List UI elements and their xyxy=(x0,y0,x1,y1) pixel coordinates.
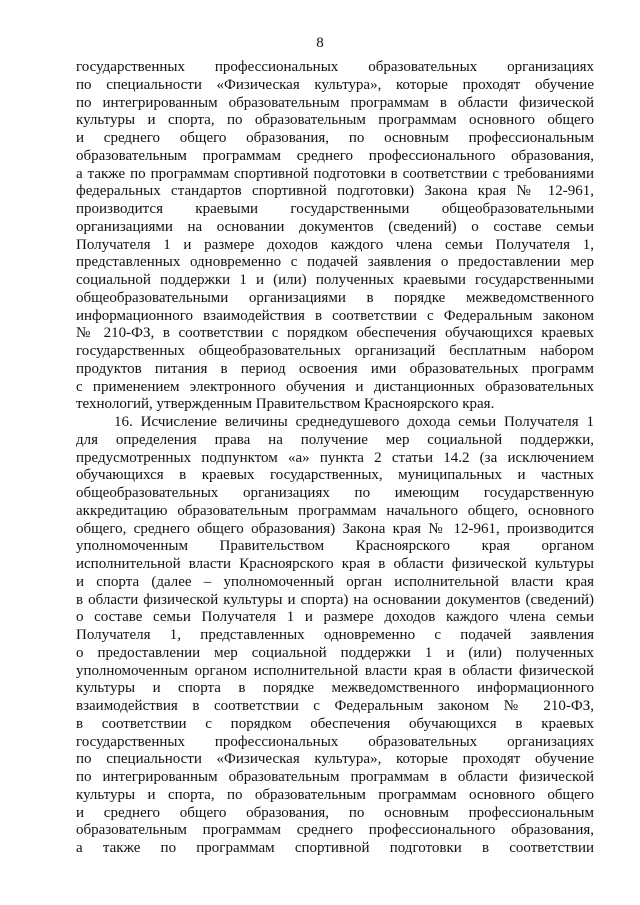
text-line: общеобразовательных организациях по имеющим государственную xyxy=(76,485,594,501)
text-line: по специальности «Физическая культура», которые проходят обучение xyxy=(76,751,594,768)
text-line: для определения права на получение мер социальной поддержки, xyxy=(76,431,594,448)
text-line: образовательным программам среднего профессионального образования, xyxy=(76,822,594,839)
text-line: по специальности «Физическая культура», которые проходят обучение xyxy=(76,76,594,93)
text-line: в области физической культуры и спорта) на основании документов (сведений) xyxy=(76,591,594,608)
text-line: а также по программам спортивной подготовки в соответствии xyxy=(76,840,594,856)
page-number: 8 xyxy=(316,35,324,51)
text-line: производится краевыми государственными общеобразовательными xyxy=(76,201,594,217)
text-line: № 210-ФЗ, в соответствии с порядком обеспечения обучающихся краевых xyxy=(76,325,594,342)
text-line: культуры и спорта, по образовательным программам основного общего xyxy=(76,112,594,129)
text-line: информационного взаимодействия в соответствии с Федеральным законом xyxy=(76,307,594,324)
text-line: федеральных стандартов спортивной подготовки) Закона края № 12-961, xyxy=(76,183,594,200)
text-line: образовательным программам среднего профессионального образования, xyxy=(76,147,594,164)
paragraph-first-line: 16. Исчисление величины среднедушевого дохода семьи Получателя 1 xyxy=(114,414,594,430)
text-line: предусмотренных подпунктом «а» пункта 2 статьи 14.2 (за исключением xyxy=(76,449,594,466)
text-line: аккредитацию образовательным программам начального общего, основного xyxy=(76,502,594,519)
text-line: организациями на основании документов (сведений) о составе семьи xyxy=(76,218,594,235)
text-line: культуры и спорта в порядке межведомственного информационного xyxy=(76,680,594,697)
text-line: и среднего общего образования, по основным профессиональным xyxy=(76,130,594,146)
text-line: уполномоченным Правительством Красноярского края органом xyxy=(76,538,594,555)
text-line: с применением электронного обучения и дистанционных образовательных xyxy=(76,378,594,395)
text-line: по интегрированным образовательным программам в области физической xyxy=(76,94,594,111)
document-body xyxy=(76,59,594,858)
text-line: и среднего общего образования, по основным профессиональным xyxy=(76,804,594,821)
text-line: технологий, утвержденным Правительством Красноярского края. xyxy=(76,396,495,413)
text-line: о предоставлении мер социальной поддержки 1 и (или) полученных xyxy=(76,644,594,661)
text-line: общего, среднего общего образования) Закона края № 12-961, производится xyxy=(76,520,594,537)
text-line: взаимодействия в соответствии с Федеральным законом № 210-ФЗ, xyxy=(76,698,594,714)
text-line: Получателя 1, представленных одновременно с подачей заявления xyxy=(76,627,594,643)
text-line: государственных профессиональных образовательных организациях xyxy=(76,59,594,75)
text-line: социальной поддержки 1 и (или) полученных краевыми государственными xyxy=(76,272,594,288)
text-line: обучающихся в краевых государственных, муниципальных и частных xyxy=(76,467,594,484)
text-line: культуры и спорта, по образовательным программам основного общего xyxy=(76,786,594,803)
text-line: а также по программам спортивной подготовки в соответствии с требованиями xyxy=(76,165,594,182)
text-line: в соответствии с порядком обеспечения обучающихся в краевых xyxy=(76,715,594,732)
text-line: о составе семьи Получателя 1 и размере доходов каждого члена семьи xyxy=(76,609,594,626)
text-line: государственных общеобразовательных организаций бесплатным набором xyxy=(76,343,594,359)
text-line: общеобразовательными организациями в порядке межведомственного xyxy=(76,289,594,306)
text-line: и спорта (далее – уполномоченный орган исполнительной власти края xyxy=(76,573,594,590)
text-line: исполнительной власти Красноярского края в области физической культуры xyxy=(76,556,594,572)
text-line: государственных профессиональных образовательных организациях xyxy=(76,733,594,750)
text-line: уполномоченным органом исполнительной власти края в области физической xyxy=(76,662,594,679)
text-line: Получателя 1 и размере доходов каждого члена семьи Получателя 1, xyxy=(76,236,594,253)
text-line: по интегрированным образовательным программам в области физической xyxy=(76,769,594,785)
text-line: представленных одновременно с подачей заявления о предоставлении мер xyxy=(76,254,594,271)
text-line: продуктов питания в период освоения ими образовательных программ xyxy=(76,360,594,377)
